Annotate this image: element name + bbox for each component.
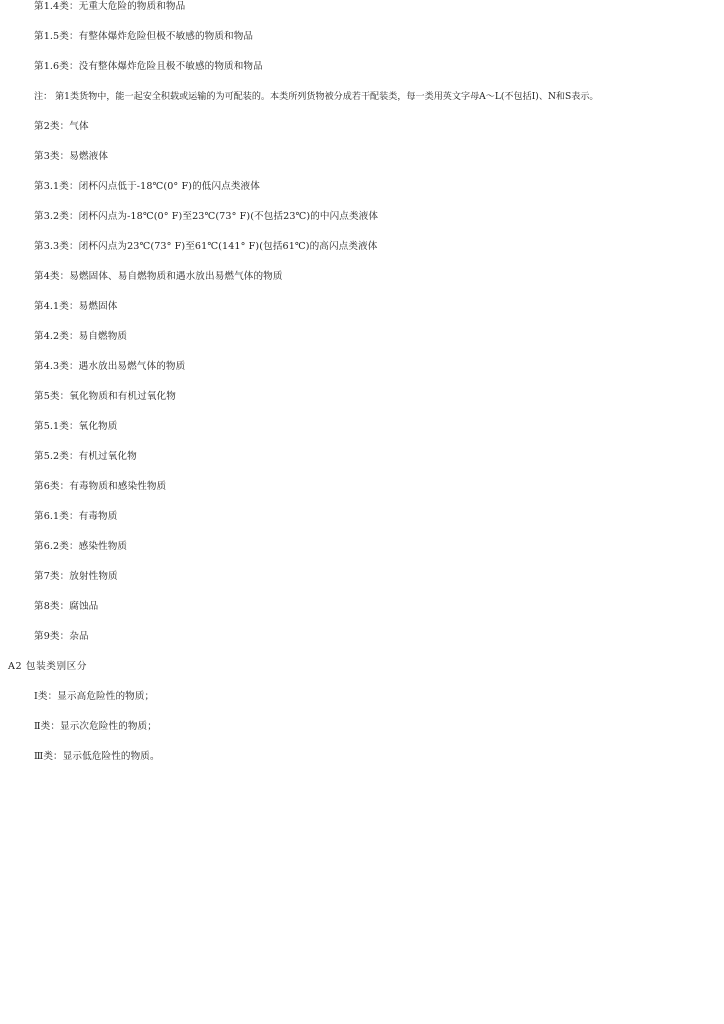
packing-group-3-line: Ⅲ类：显示低危险性的物质。 (34, 751, 160, 762)
class-3-2-line: 第3.2类：闭杯闪点为-18℃(0° F)至23℃(73° F)(不包括23℃)的中闪点类液体 (34, 211, 379, 222)
class-6-2-line: 第6.2类：感染性物质 (34, 541, 128, 552)
section-heading-a2: A2 包装类别区分 (8, 661, 88, 672)
note-line: 注： 第1类货物中，能一起安全积载或运输的为可配装的。本类所列货物被分成若干配装类，每一类用英文字母A～L(不包括Ⅰ)、N和S表示。 (34, 92, 599, 102)
class-4-line: 第4类：易燃固体、易自燃物质和遇水放出易燃气体的物质 (34, 271, 283, 282)
class-5-line: 第5类：氧化物质和有机过氧化物 (34, 391, 176, 402)
class-2-line: 第2类：气体 (34, 121, 89, 132)
packing-group-2-line: Ⅱ类：显示次危险性的物质； (34, 721, 157, 732)
class-4-1-line: 第4.1类：易燃固体 (34, 301, 118, 312)
class-6-line: 第6类：有毒物质和感染性物质 (34, 481, 167, 492)
class-3-line: 第3类：易燃液体 (34, 151, 109, 162)
class-3-3-line: 第3.3类：闭杯闪点为23℃(73° F)至61℃(141° F)(包括61℃)的高闪点类液体 (34, 241, 378, 252)
class-5-2-line: 第5.2类：有机过氧化物 (34, 451, 137, 462)
packing-group-1-line: Ⅰ类：显示高危险性的物质； (34, 691, 155, 702)
class-4-2-line: 第4.2类：易自燃物质 (34, 331, 128, 342)
class-5-1-line: 第5.1类：氧化物质 (34, 421, 118, 432)
class-4-3-line: 第4.3类：遇水放出易燃气体的物质 (34, 361, 186, 372)
class-8-line: 第8类：腐蚀品 (34, 601, 99, 612)
class-9-line: 第9类：杂品 (34, 631, 89, 642)
class-6-1-line: 第6.1类：有毒物质 (34, 511, 118, 522)
class-1-4-line: 第1.4类：无重大危险的物质和物品 (34, 1, 186, 12)
class-7-line: 第7类：放射性物质 (34, 571, 118, 582)
class-3-1-line: 第3.1类：闭杯闪点低于-18℃(0° F)的低闪点类液体 (34, 181, 260, 192)
class-1-5-line: 第1.5类：有整体爆炸危险但极不敏感的物质和物品 (34, 31, 254, 42)
class-1-6-line: 第1.6类：没有整体爆炸危险且极不敏感的物质和物品 (34, 61, 263, 72)
